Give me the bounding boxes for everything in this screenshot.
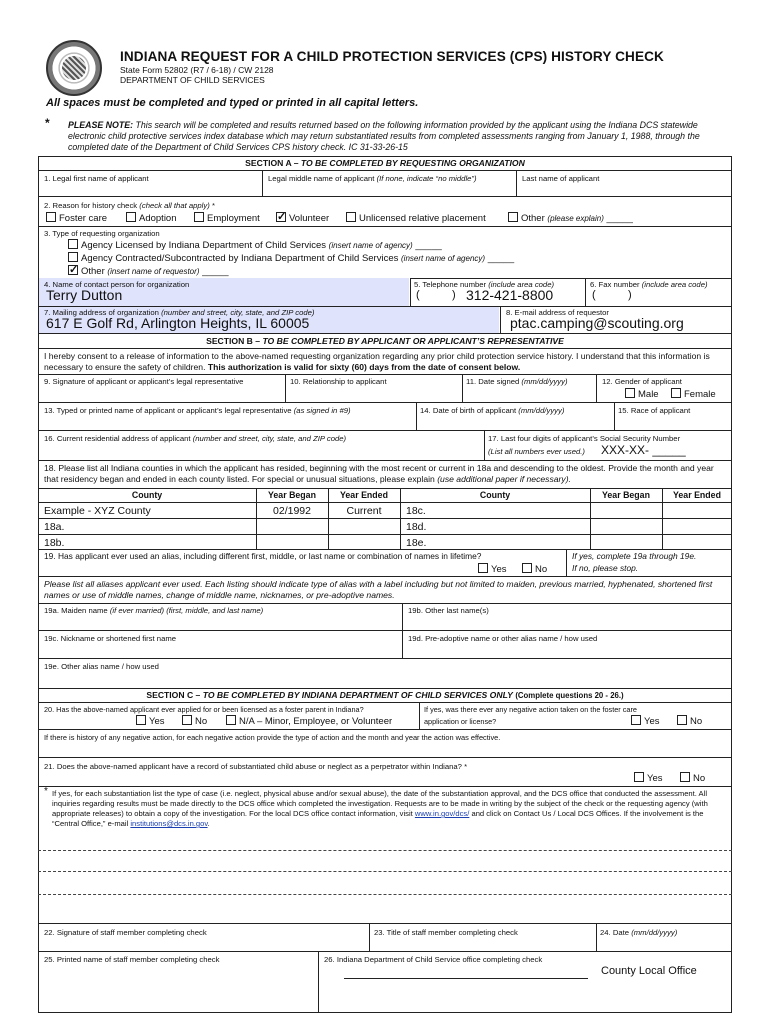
foster-na[interactable]: N/A – Minor, Employee, or Volunteer xyxy=(226,715,392,727)
negative-action-no[interactable]: No xyxy=(677,715,702,727)
please-note: PLEASE NOTE: This search will be completed and results returned based on the following information provided by the applicant using the Indiana DCS statewide electronic child protective services index database which may return substantiated results from completed assessments ranging from January 1, 1988, through the completed date of the Department of Child Services CPS history check. IC 31-33-26-15 xyxy=(68,120,700,152)
state-form-number: State Form 52802 (R7 / 6-18) / CW 2128 xyxy=(120,65,274,75)
foster-yes[interactable]: Yes xyxy=(136,715,165,727)
f13-label: 13. Typed or printed name of applicant or applicant’s legal representative (as signed in #9) xyxy=(44,406,351,415)
f14-label: 14. Date of birth of applicant (mm/dd/yyyy) xyxy=(420,406,565,415)
gender-male[interactable]: Male xyxy=(625,388,659,400)
f17-label: 17. Last four digits of applicant’s Social Security Number xyxy=(488,434,681,443)
reason-other[interactable]: Other (please explain) _____ xyxy=(508,212,633,224)
f23-label: 23. Title of staff member completing check xyxy=(374,928,518,937)
org-other[interactable]: ✓Other (insert name of requestor) _____ xyxy=(68,265,229,277)
f19a-label: 19a. Maiden name (if ever married) (first, middle, and last name) xyxy=(44,606,264,615)
county-example: Example - XYZ County xyxy=(44,505,151,517)
state-seal-icon xyxy=(46,40,102,96)
county-18d[interactable]: 18d. xyxy=(406,521,427,533)
dcs-website-link[interactable]: www.in.gov/dcs/ xyxy=(414,809,470,818)
f11-label: 11. Date signed (mm/dd/yyyy) xyxy=(466,377,568,386)
f15-label: 15. Race of applicant xyxy=(618,406,691,415)
alias-no[interactable]: No xyxy=(522,563,547,575)
county-18b[interactable]: 18b. xyxy=(44,537,65,549)
county-18c[interactable]: 18c. xyxy=(406,505,426,517)
county-18a[interactable]: 18a. xyxy=(44,521,65,533)
institutions-email-link[interactable]: institutions@dcs.in.gov xyxy=(130,819,208,828)
reason-adoption[interactable]: Adoption xyxy=(126,212,177,224)
office-value[interactable]: County Local Office xyxy=(601,965,697,977)
abuse-no[interactable]: No xyxy=(680,772,705,784)
email-field[interactable]: ptac.camping@scouting.org xyxy=(510,315,684,331)
reason-employment[interactable]: Employment xyxy=(194,212,260,224)
f6-label: 6. Fax number (include area code) xyxy=(590,280,708,289)
reason-foster[interactable]: Foster care xyxy=(46,212,107,224)
org-contracted[interactable]: Agency Contracted/Subcontracted by Indiana Department of Child Services (insert name of agency) _____ xyxy=(68,252,514,264)
f7-label: 7. Mailing address of organization (number and street, city, state, and ZIP code) xyxy=(44,308,315,317)
f20c-label: If there is history of any negative action, for each negative action provide the type of action and the month and year the action was effective. xyxy=(44,733,501,742)
f5-label: 5. Telephone number (include area code) xyxy=(414,280,555,289)
f4-label: 4. Name of contact person for organization xyxy=(44,280,190,289)
section-c-title: SECTION C – TO BE COMPLETED BY INDIANA DEPARTMENT OF CHILD SERVICES ONLY (Complete questions 20 - 26.) xyxy=(146,690,624,700)
f22-label: 22. Signature of staff member completing check xyxy=(44,928,207,937)
f20b-label2: application or license? xyxy=(424,717,497,726)
f19-label: 19. Has applicant ever used an alias, including different first, middle, or last name or combination of names in lifetime? xyxy=(44,551,482,561)
f19c-label: 19c. Nickname or shortened first name xyxy=(44,634,177,643)
ssn-field[interactable]: XXX-XX- _____ xyxy=(601,443,686,457)
abuse-yes[interactable]: Yes xyxy=(634,772,663,784)
f19-note2: If no, please stop. xyxy=(572,563,639,573)
department-name: DEPARTMENT OF CHILD SERVICES xyxy=(120,75,265,85)
section-b-title: SECTION B – TO BE COMPLETED BY APPLICANT OR APPLICANT’S REPRESENTATIVE xyxy=(206,336,564,346)
f24-label: 24. Date (mm/dd/yyyy) xyxy=(600,928,678,937)
alias-yes[interactable]: Yes xyxy=(478,563,507,575)
f8-label: 8. E-mail address of requestor xyxy=(506,308,609,317)
f21-label: 21. Does the above-named applicant have a record of substantiated child abuse or neglect as a perpetrator within Indiana? * xyxy=(44,762,468,771)
gender-female[interactable]: Female xyxy=(671,388,716,400)
f21-note: If yes, for each substantiation list the type of case (i.e. neglect, physical abuse and/or sexual abuse), the date of the substantiation approval, and the DCS office that conducted the assessment. All inquiries regarding results must be made directly to the DCS office which completed the investigation. Requests are to be made in writing by the subject of the check or the requesting agency (with appropriate releases) to obtain a copy of the investigation. For the local DCS office contact information, visit www.in.gov/dcs/ and click on Contact Us / Local DCS Offices. If the involvement is the “Central Office,” e-mail institutions@dcs.in.gov. xyxy=(52,789,708,828)
f-middle-label: Legal middle name of applicant (If none, indicate “no middle”) xyxy=(268,174,477,183)
f16-label: 16. Current residential address of applicant (number and street, city, state, and ZIP code) xyxy=(44,434,347,443)
org-licensed[interactable]: Agency Licensed by Indiana Department of Child Services (insert name of agency) _____ xyxy=(68,239,442,251)
reason-volunteer[interactable]: ✓ Volunteer xyxy=(276,212,329,224)
f26-label: 26. Indiana Department of Child Service office completing check xyxy=(324,955,543,964)
f2-label: 2. Reason for history check (check all that apply) * xyxy=(44,201,215,210)
county-18e[interactable]: 18e. xyxy=(406,537,427,549)
negative-action-yes[interactable]: Yes xyxy=(631,715,660,727)
f-last-label: Last name of applicant xyxy=(522,174,600,183)
f19d-label: 19d. Pre-adoptive name or other alias name / how used xyxy=(408,634,598,643)
f19b-label: 19b. Other last name(s) xyxy=(408,606,489,615)
mailing-address-field[interactable]: 617 E Golf Rd, Arlington Heights, IL 60005 xyxy=(46,315,310,331)
f1-label: 1. Legal first name of applicant xyxy=(44,174,149,183)
consent-text: I hereby consent to a release of information to the above-named requesting organization regarding any prior child protection service history. I understand that this information is necessary to ensure the safety of children. This authorization is valid for sixty (60) days from the date of consent below. xyxy=(44,351,710,372)
contact-person-field[interactable]: Terry Dutton xyxy=(46,287,123,303)
f12-label: 12. Gender of applicant xyxy=(602,377,682,386)
f26-underline xyxy=(344,978,588,979)
f18-text: 18. Please list all Indiana counties in which the applicant has resided, beginning with the most recent or current in 18a and descending to the oldest. Provide the month and year that residency began and ended in each county listed. For special or unusual situations, please explain (use additional paper if necessary). xyxy=(44,463,714,484)
f3-label: 3. Type of requesting organization xyxy=(44,229,160,238)
reason-unlicensed[interactable]: Unlicensed relative placement xyxy=(346,212,486,224)
instruction: All spaces must be completed and typed or printed in all capital letters. xyxy=(46,97,419,109)
f17-hint: (List all numbers ever used.) xyxy=(488,447,585,456)
f20-label: 20. Has the above-named applicant ever applied for or been licensed as a foster parent in Indiana? xyxy=(44,705,364,714)
form-title: INDIANA REQUEST FOR A CHILD PROTECTION SERVICES (CPS) HISTORY CHECK xyxy=(120,49,664,64)
f10-label: 10. Relationship to applicant xyxy=(290,377,387,386)
f20b-label1: If yes, was there ever any negative action taken on the foster care xyxy=(424,705,637,714)
f21-note-star: * xyxy=(44,786,48,797)
f25-label: 25. Printed name of staff member completing check xyxy=(44,955,220,964)
f19e-label: 19e. Other alias name / how used xyxy=(44,662,159,671)
alias-instructions: Please list all aliases applicant ever used. Each listing should indicate type of alias with a label including but not limited to maiden, previous married, hyphenated, shortened first names or use of middle names, change of middle name, nicknames, or pre-adoptive names. xyxy=(44,579,713,600)
section-a-title: SECTION A – TO BE COMPLETED BY REQUESTING ORGANIZATION xyxy=(245,158,525,168)
f19-note1: If yes, complete 19a through 19e. xyxy=(572,551,697,561)
note-star: * xyxy=(45,116,50,130)
foster-no[interactable]: No xyxy=(182,715,207,727)
telephone-field[interactable]: 312-421-8800 xyxy=(466,287,554,303)
f9-label: 9. Signature of applicant or applicant’s legal representative xyxy=(44,377,244,386)
